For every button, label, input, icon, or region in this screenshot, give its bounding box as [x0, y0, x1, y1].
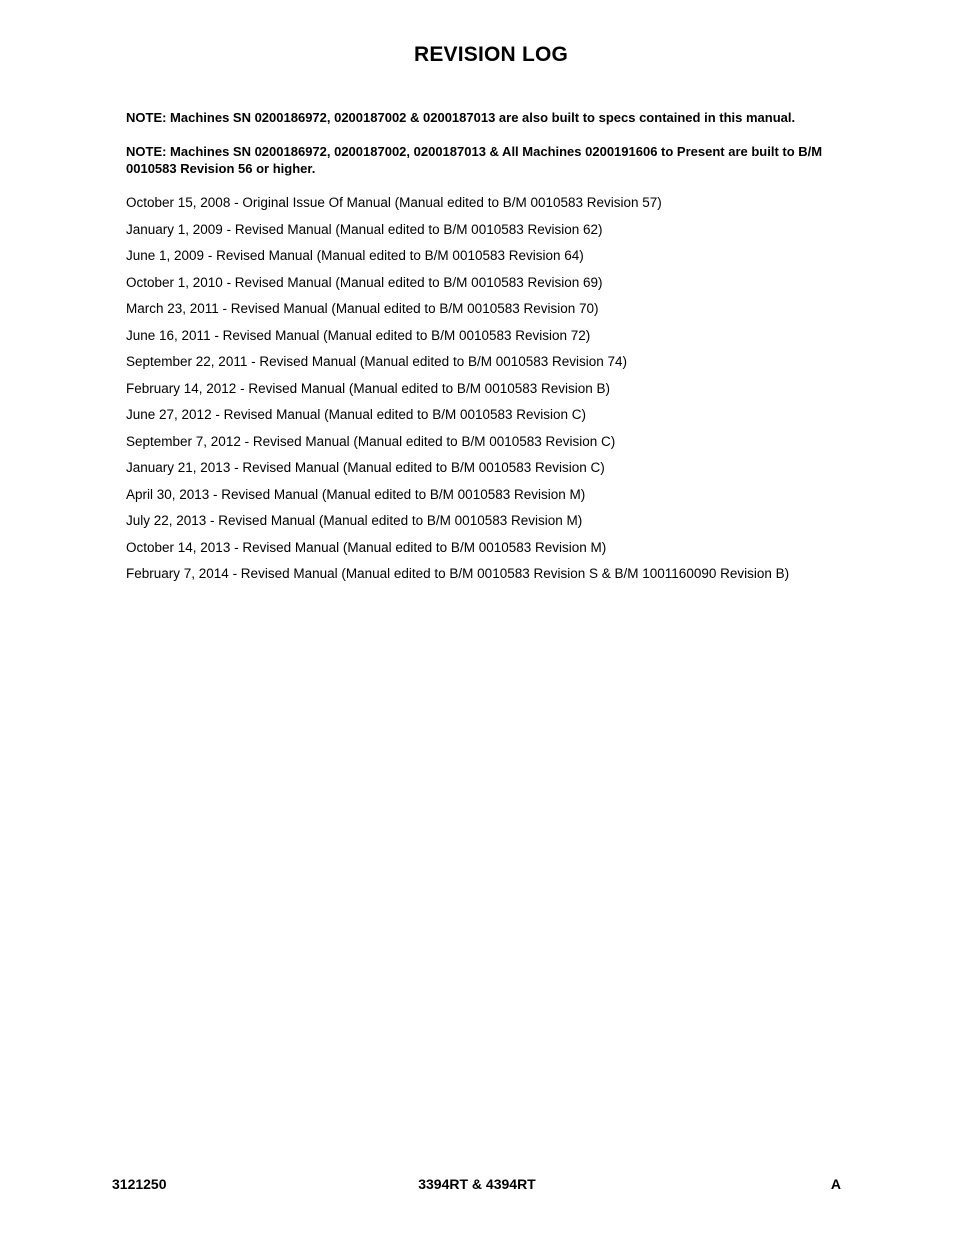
revision-entry: January 1, 2009 - Revised Manual (Manual edited to B/M 0010583 Revision 62) [126, 221, 603, 237]
revision-entry: July 22, 2013 - Revised Manual (Manual edited to B/M 0010583 Revision M) [126, 513, 583, 528]
revision-entry: April 30, 2013 - Revised Manual (Manual edited to B/M 0010583 Revision M) [126, 486, 586, 502]
footer-model: 3394RT & 4394RT [418, 1176, 536, 1192]
revision-entry: October 1, 2010 - Revised Manual (Manual edited to B/M 0010583 Revision 69) [126, 274, 603, 290]
footer-doc-number: 3121250 [112, 1176, 167, 1192]
revision-entry: June 1, 2009 - Revised Manual (Manual edited to B/M 0010583 Revision 64) [126, 248, 584, 263]
revision-entry: September 7, 2012 - Revised Manual (Manual edited to B/M 0010583 Revision C) [126, 433, 616, 449]
notes-section [126, 109, 861, 177]
revision-list [126, 194, 886, 592]
revision-entry: February 14, 2012 - Revised Manual (Manual edited to B/M 0010583 Revision B) [126, 380, 611, 396]
page-title: REVISION LOG [413, 43, 569, 66]
revision-entry: September 22, 2011 - Revised Manual (Manual edited to B/M 0010583 Revision 74) [126, 354, 628, 369]
revision-entry: June 16, 2011 - Revised Manual (Manual edited to B/M 0010583 Revision 72) [126, 327, 591, 343]
revision-entry: February 7, 2014 - Revised Manual (Manual edited to B/M 0010583 Revision S & B/M 1001160090 Revision B) [126, 566, 790, 581]
revision-entry: June 27, 2012 - Revised Manual (Manual edited to B/M 0010583 Revision C) [126, 407, 587, 422]
revision-entry: January 21, 2013 - Revised Manual (Manual edited to B/M 0010583 Revision C) [126, 460, 605, 475]
revision-entry: October 15, 2008 - Original Issue Of Manual (Manual edited to B/M 0010583 Revision 57) [126, 195, 662, 210]
note-bm-revision: NOTE: Machines SN 0200186972, 0200187002, 0200187013 & All Machines 0200191606 to Present are built to B/M 0010583 Revision 56 or higher. [126, 144, 823, 176]
revision-entry: October 14, 2013 - Revised Manual (Manual edited to B/M 0010583 Revision M) [126, 539, 607, 555]
note-serial-specs: NOTE: Machines SN 0200186972, 0200187002 & 0200187013 are also built to specs contained in this manual. [126, 110, 796, 125]
footer-revision: A [830, 1176, 841, 1192]
revision-entry: March 23, 2011 - Revised Manual (Manual edited to B/M 0010583 Revision 70) [126, 301, 599, 316]
